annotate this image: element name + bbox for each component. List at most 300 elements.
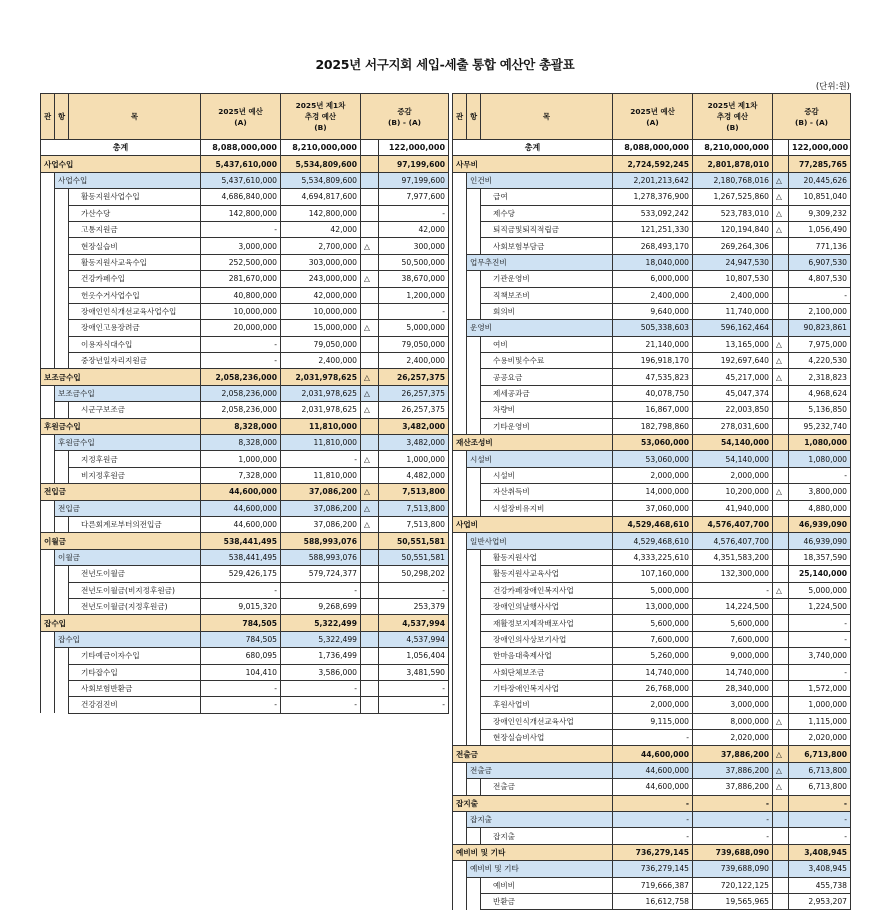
supp-budget-cell: 523,783,010: [693, 205, 773, 221]
budget-cell: 196,918,170: [613, 353, 693, 369]
supp-budget-cell: 42,000,000: [281, 287, 361, 303]
indent-cell: [453, 828, 467, 844]
diff-cell: 4,968,624: [789, 385, 851, 401]
triangle-mark: [773, 418, 789, 434]
budget-cell: -: [201, 582, 281, 598]
mok-row: [41, 451, 449, 467]
diff-cell: 1,056,404: [379, 648, 449, 664]
triangle-mark: [361, 566, 379, 582]
supp-budget-cell: 588,993,076: [281, 533, 361, 549]
indent-cell: [41, 238, 55, 254]
mok-row: [41, 680, 449, 696]
budget-cell: -: [201, 221, 281, 237]
budget-cell: 2,058,236,000: [201, 402, 281, 418]
diff-cell: 5,000,000: [789, 582, 851, 598]
hang-row: [41, 549, 449, 565]
indent-cell: [55, 648, 69, 664]
diff-cell: 6,713,800: [789, 746, 851, 762]
mok-header: 목: [481, 94, 613, 140]
supp-budget-cell: 243,000,000: [281, 271, 361, 287]
hang-name: 시설비: [467, 451, 613, 467]
triangle-mark: [361, 631, 379, 647]
gwan-name: 전출금: [453, 746, 613, 762]
supp-budget-cell: 4,351,583,200: [693, 549, 773, 565]
triangle-mark: △: [773, 205, 789, 221]
supp-budget-cell: 2,031,978,625: [281, 385, 361, 401]
triangle-mark: [773, 893, 789, 909]
budget-cell: 4,529,468,610: [613, 533, 693, 549]
supp-budget-cell: 2,031,978,625: [281, 402, 361, 418]
mok-name: 제수당: [481, 205, 613, 221]
supp-budget-cell: 579,724,377: [281, 566, 361, 582]
mok-row: [41, 221, 449, 237]
mok-name: 기타장애인복지사업: [481, 680, 613, 696]
triangle-mark: [773, 238, 789, 254]
triangle-mark: △: [361, 238, 379, 254]
budget-cell: 26,768,000: [613, 680, 693, 696]
diff-cell: 26,257,375: [379, 402, 449, 418]
indent-cell: [453, 172, 467, 188]
diff-cell: 3,740,000: [789, 648, 851, 664]
page-title: 2025년 서구지회 세입-세출 통합 예산안 총괄표: [315, 57, 575, 72]
mok-row: [41, 254, 449, 270]
mok-name: 기타운영비: [481, 418, 613, 434]
indent-cell: [453, 303, 467, 319]
supp-budget-cell: -: [281, 697, 361, 713]
mok-row: [453, 500, 851, 516]
budget-cell: 538,441,495: [201, 549, 281, 565]
supp-budget-cell: 720,122,125: [693, 877, 773, 893]
budget-cell: 5,437,610,000: [201, 172, 281, 188]
triangle-mark: △: [361, 320, 379, 336]
mok-row: [453, 582, 851, 598]
gwan-name: 이월금: [41, 533, 201, 549]
indent-cell: [453, 500, 467, 516]
budget-cell: 1,000,000: [201, 451, 281, 467]
total-row: [41, 140, 449, 156]
triangle-mark: [773, 828, 789, 844]
supp-budget-cell: 5,534,809,600: [281, 172, 361, 188]
indent-cell: [55, 238, 69, 254]
indent-cell: [41, 189, 55, 205]
supp-budget-cell: 45,217,000: [693, 369, 773, 385]
budget-cell: 40,078,750: [613, 385, 693, 401]
indent-cell: [55, 320, 69, 336]
mok-row: [453, 713, 851, 729]
supp-budget-cell: 13,165,000: [693, 336, 773, 352]
triangle-mark: △: [773, 221, 789, 237]
indent-cell: [41, 680, 55, 696]
indent-cell: [467, 730, 481, 746]
diff-cell: 42,000: [379, 221, 449, 237]
triangle-mark: △: [773, 189, 789, 205]
diff-cell: 79,050,000: [379, 336, 449, 352]
mok-row: [453, 385, 851, 401]
budget-cell: 8,088,000,000: [613, 140, 693, 156]
total-label: 총계: [41, 140, 201, 156]
gwan-name: 사무비: [453, 156, 613, 172]
supp-budget-cell: 54,140,000: [693, 435, 773, 451]
mok-name: 활동지원사업: [481, 549, 613, 565]
mok-name: 예비비: [481, 877, 613, 893]
indent-cell: [55, 598, 69, 614]
budget-cell: 719,666,387: [613, 877, 693, 893]
diff-cell: 10,851,040: [789, 189, 851, 205]
triangle-mark: [773, 516, 789, 532]
gwan-row: [41, 615, 449, 631]
budget-cell: 8,328,000: [201, 435, 281, 451]
diff-header: 증감 (B) - (A): [773, 94, 851, 140]
diff-cell: 3,800,000: [789, 484, 851, 500]
diff-cell: 3,482,000: [379, 418, 449, 434]
hang-row: [41, 385, 449, 401]
budget-cell: 736,279,145: [613, 861, 693, 877]
hang-row: [453, 533, 851, 549]
indent-cell: [55, 697, 69, 713]
diff-cell: 4,220,530: [789, 353, 851, 369]
indent-cell: [41, 287, 55, 303]
diff-cell: 6,713,800: [789, 762, 851, 778]
mok-name: 다른회계로부터의전입금: [69, 516, 201, 532]
indent-cell: [453, 320, 467, 336]
indent-cell: [467, 664, 481, 680]
budget-cell: -: [613, 730, 693, 746]
indent-cell: [453, 893, 467, 909]
triangle-mark: [773, 500, 789, 516]
supp-budget-cell: -: [693, 795, 773, 811]
supp-budget-cell: 303,000,000: [281, 254, 361, 270]
triangle-mark: [773, 435, 789, 451]
mok-name: 기타예금이자수입: [69, 648, 201, 664]
triangle-mark: △: [773, 746, 789, 762]
diff-cell: 1,080,000: [789, 451, 851, 467]
diff-cell: 77,285,765: [789, 156, 851, 172]
indent-cell: [467, 385, 481, 401]
diff-cell: -: [789, 287, 851, 303]
budget-cell: 505,338,603: [613, 320, 693, 336]
triangle-mark: [361, 353, 379, 369]
supp-budget-cell: 5,600,000: [693, 615, 773, 631]
gwan-header: 관: [453, 94, 467, 140]
mok-name: 기관운영비: [481, 271, 613, 287]
diff-cell: -: [379, 680, 449, 696]
mok-row: [453, 828, 851, 844]
diff-cell: 1,056,490: [789, 221, 851, 237]
indent-cell: [467, 205, 481, 221]
hang-row: [453, 254, 851, 270]
hang-row: [453, 320, 851, 336]
diff-cell: 7,975,000: [789, 336, 851, 352]
supp-budget-cell: 2,400,000: [281, 353, 361, 369]
diff-cell: 2,100,000: [789, 303, 851, 319]
triangle-mark: [361, 205, 379, 221]
triangle-mark: [773, 861, 789, 877]
mok-row: [453, 779, 851, 795]
gwan-row: [453, 516, 851, 532]
indent-cell: [467, 271, 481, 287]
diff-cell: 1,000,000: [789, 697, 851, 713]
mok-name: 차량비: [481, 402, 613, 418]
mok-name: 이용자식대수입: [69, 336, 201, 352]
indent-cell: [41, 336, 55, 352]
supp-budget-cell: 54,140,000: [693, 451, 773, 467]
triangle-mark: [361, 254, 379, 270]
triangle-mark: [361, 549, 379, 565]
mok-name: 고통지원금: [69, 221, 201, 237]
supp-budget-cell: 9,268,699: [281, 598, 361, 614]
budget-cell: 3,000,000: [201, 238, 281, 254]
indent-cell: [41, 467, 55, 483]
triangle-mark: [361, 533, 379, 549]
gwan-row: [41, 533, 449, 549]
budget-cell: 4,686,840,000: [201, 189, 281, 205]
indent-cell: [41, 598, 55, 614]
supp-budget-cell: 2,000,000: [693, 467, 773, 483]
gwan-row: [453, 795, 851, 811]
indent-cell: [453, 631, 467, 647]
mok-name: 사회보험부담금: [481, 238, 613, 254]
indent-cell: [467, 287, 481, 303]
mok-row: [453, 205, 851, 221]
supp-budget-cell: 37,886,200: [693, 779, 773, 795]
mok-name: 헌옷수거사업수입: [69, 287, 201, 303]
diff-cell: 5,136,850: [789, 402, 851, 418]
mok-row: [453, 730, 851, 746]
indent-cell: [453, 287, 467, 303]
triangle-mark: [361, 467, 379, 483]
diff-cell: -: [789, 664, 851, 680]
hang-name: 전입금: [55, 500, 201, 516]
indent-cell: [55, 402, 69, 418]
indent-cell: [467, 598, 481, 614]
budget-cell: 10,000,000: [201, 303, 281, 319]
mok-name: 지정후원금: [69, 451, 201, 467]
indent-cell: [55, 287, 69, 303]
supp-budget-cell: 192,697,640: [693, 353, 773, 369]
triangle-mark: △: [773, 762, 789, 778]
budget-cell: 9,015,320: [201, 598, 281, 614]
mok-name: 비지정후원금: [69, 467, 201, 483]
mok-name: 건강카페수입: [69, 271, 201, 287]
indent-cell: [55, 467, 69, 483]
indent-cell: [453, 221, 467, 237]
triangle-mark: △: [361, 271, 379, 287]
triangle-mark: △: [773, 779, 789, 795]
mok-name: 활동지원사업수입: [69, 189, 201, 205]
hang-name: 잡지출: [467, 812, 613, 828]
indent-cell: [453, 451, 467, 467]
mok-name: 후원사업비: [481, 697, 613, 713]
triangle-mark: [361, 189, 379, 205]
supp-budget-cell: 4,694,817,600: [281, 189, 361, 205]
mok-row: [453, 648, 851, 664]
mok-name: 장애인의날행사사업: [481, 598, 613, 614]
triangle-mark: △: [773, 369, 789, 385]
diff-cell: 95,232,740: [789, 418, 851, 434]
mok-row: [453, 664, 851, 680]
diff-cell: 3,408,945: [789, 861, 851, 877]
diff-cell: -: [379, 582, 449, 598]
mok-row: [41, 353, 449, 369]
indent-cell: [453, 566, 467, 582]
supp-budget-cell: 24,947,530: [693, 254, 773, 270]
gwan-name: 전입금: [41, 484, 201, 500]
triangle-mark: [361, 287, 379, 303]
mok-name: 급여: [481, 189, 613, 205]
mok-row: [41, 287, 449, 303]
indent-cell: [55, 271, 69, 287]
indent-cell: [55, 189, 69, 205]
mok-name: 전년도이월금(지정후원금): [69, 598, 201, 614]
gwan-name: 사업수입: [41, 156, 201, 172]
budget-cell: 44,600,000: [613, 779, 693, 795]
budget-cell: 182,798,860: [613, 418, 693, 434]
diff-cell: 2,020,000: [789, 730, 851, 746]
supp-budget-cell: 37,886,200: [693, 746, 773, 762]
indent-cell: [453, 484, 467, 500]
supp-budget-cell: 19,565,965: [693, 893, 773, 909]
mok-row: [41, 648, 449, 664]
diff-cell: 4,537,994: [379, 631, 449, 647]
budget-cell: 20,000,000: [201, 320, 281, 336]
supp-budget-cell: 5,534,809,600: [281, 156, 361, 172]
budget-cell: 2,058,236,000: [201, 385, 281, 401]
triangle-mark: [773, 254, 789, 270]
supp-budget-cell: 2,801,878,010: [693, 156, 773, 172]
indent-cell: [55, 336, 69, 352]
indent-cell: [453, 353, 467, 369]
triangle-mark: [773, 320, 789, 336]
diff-cell: 455,738: [789, 877, 851, 893]
diff-cell: 50,551,581: [379, 549, 449, 565]
mok-name: 현장실습비: [69, 238, 201, 254]
triangle-mark: △: [361, 451, 379, 467]
diff-cell: 1,572,000: [789, 680, 851, 696]
mok-name: 장애인인식개선교육사업수입: [69, 303, 201, 319]
indent-cell: [41, 549, 55, 565]
indent-cell: [453, 533, 467, 549]
indent-cell: [467, 303, 481, 319]
mok-name: 시군구보조금: [69, 402, 201, 418]
diff-cell: 97,199,600: [379, 172, 449, 188]
gwan-row: [453, 435, 851, 451]
indent-cell: [453, 271, 467, 287]
supp-budget-cell: 269,264,306: [693, 238, 773, 254]
diff-cell: 50,298,202: [379, 566, 449, 582]
triangle-mark: [773, 631, 789, 647]
indent-cell: [467, 353, 481, 369]
indent-cell: [41, 385, 55, 401]
budget-cell: 538,441,495: [201, 533, 281, 549]
diff-cell: 1,000,000: [379, 451, 449, 467]
indent-cell: [41, 254, 55, 270]
indent-cell: [453, 861, 467, 877]
triangle-mark: [361, 435, 379, 451]
supp-budget-cell: 3,586,000: [281, 664, 361, 680]
triangle-mark: △: [773, 353, 789, 369]
mok-row: [41, 320, 449, 336]
mok-name: 반환금: [481, 893, 613, 909]
budget-cell: 40,800,000: [201, 287, 281, 303]
budget-cell: 121,251,330: [613, 221, 693, 237]
diff-cell: 3,408,945: [789, 844, 851, 860]
triangle-mark: [773, 140, 789, 156]
supp-budget-cell: 1,736,499: [281, 648, 361, 664]
budget-cell: 281,670,000: [201, 271, 281, 287]
diff-cell: 20,445,626: [789, 172, 851, 188]
triangle-mark: △: [773, 713, 789, 729]
supp-budget-cell: 3,000,000: [693, 697, 773, 713]
indent-cell: [467, 893, 481, 909]
supp-budget-cell: 37,086,200: [281, 516, 361, 532]
mok-name: 장애인고용장려금: [69, 320, 201, 336]
indent-cell: [41, 451, 55, 467]
budget-cell: 2,400,000: [613, 287, 693, 303]
triangle-mark: △: [773, 172, 789, 188]
supp-budget-cell: 2,400,000: [693, 287, 773, 303]
diff-cell: -: [379, 303, 449, 319]
supp-budget-cell: 739,688,090: [693, 861, 773, 877]
supp-budget-cell: 5,322,499: [281, 615, 361, 631]
triangle-mark: [361, 697, 379, 713]
supp-budget-cell: 2,020,000: [693, 730, 773, 746]
indent-cell: [41, 172, 55, 188]
triangle-mark: [361, 140, 379, 156]
budget-cell: 529,426,175: [201, 566, 281, 582]
mok-name: 한마음대축제사업: [481, 648, 613, 664]
indent-cell: [41, 271, 55, 287]
indent-cell: [467, 631, 481, 647]
budget-cell: 142,800,000: [201, 205, 281, 221]
hang-row: [453, 861, 851, 877]
mok-row: [453, 697, 851, 713]
mok-name: 중장년일자리지원금: [69, 353, 201, 369]
indent-cell: [41, 631, 55, 647]
budget-cell: 7,328,000: [201, 467, 281, 483]
indent-cell: [453, 664, 467, 680]
triangle-mark: [773, 303, 789, 319]
budget-cell: -: [613, 795, 693, 811]
budget-cell: 53,060,000: [613, 435, 693, 451]
supp-budget-cell: -: [693, 582, 773, 598]
gwan-name: 후원금수입: [41, 418, 201, 434]
mok-row: [453, 189, 851, 205]
budget-cell: 252,500,000: [201, 254, 281, 270]
supp-budget-cell: 1,267,525,860: [693, 189, 773, 205]
supp-budget-cell: 42,000: [281, 221, 361, 237]
mok-row: [41, 467, 449, 483]
budget-cell: 8,088,000,000: [201, 140, 281, 156]
supp-budget-cell: 739,688,090: [693, 844, 773, 860]
triangle-mark: [361, 598, 379, 614]
budget-cell: 47,535,823: [613, 369, 693, 385]
triangle-mark: [361, 648, 379, 664]
diff-cell: 7,513,800: [379, 500, 449, 516]
budget-cell: 5,000,000: [613, 582, 693, 598]
hang-name: 보조금수입: [55, 385, 201, 401]
gwan-row: [41, 369, 449, 385]
diff-cell: -: [789, 615, 851, 631]
mok-row: [41, 402, 449, 418]
gwan-row: [41, 484, 449, 500]
mok-row: [453, 549, 851, 565]
mok-row: [453, 336, 851, 352]
budget-cell: 44,600,000: [613, 762, 693, 778]
mok-row: [41, 238, 449, 254]
indent-cell: [453, 418, 467, 434]
diff-cell: 4,880,000: [789, 500, 851, 516]
supp-budget-cell: 2,031,978,625: [281, 369, 361, 385]
